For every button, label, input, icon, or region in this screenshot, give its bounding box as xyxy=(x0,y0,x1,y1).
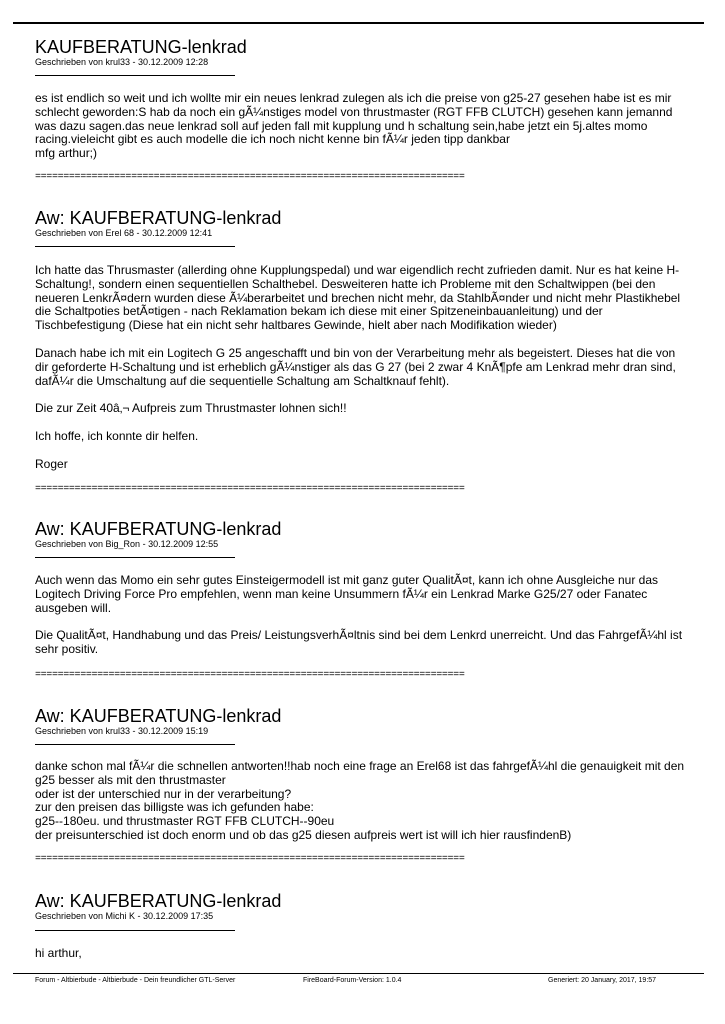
post-paragraph: Die QualitÃ¤t, Handhabung und das Preis/ LeistungsverhÃ¤ltnis sind bei dem Lenkrd unerreicht. Und das FahrgefÃ¼hl ist sehr positiv. xyxy=(35,628,683,657)
forum-post xyxy=(35,891,685,922)
post-paragraph: Danach habe ich mit ein Logitech G 25 angeschafft und bin von der Verarbeitung mehr als begeistert. Dieses hat die von dir geforderte H-Schaltung und ist erheblich gÃ¼nstiger als das G 27 (bei 2 zwar 4 KnÃ¶pfe am Lenkrad mehr dran sind, dafÃ¼r die Umschaltung auf die sequentielle Schaltung am Schaltknauf fehlt). xyxy=(35,345,676,388)
forum-post xyxy=(35,706,685,737)
post-header-rule xyxy=(35,930,235,931)
post-meta: Geschrieben von Erel 68 - 30.12.2009 12:41 xyxy=(35,228,213,238)
post-separator: ============================================================================ xyxy=(35,172,465,183)
post-title: Aw: KAUFBERATUNG-lenkrad xyxy=(35,208,282,228)
post-paragraph: Auch wenn das Momo ein sehr gutes Einsteigermodell ist mit ganz guter QualitÃ¤t, kann ich ohne Ausgleiche nur das Logitech Driving Force Pro empfehlen, wenn man keine Unsummern fÃ¼r ein Lenkrad Marke G25/27 oder Fanatec ausgeben will. xyxy=(35,573,659,615)
post-paragraph: Die zur Zeit 40â‚¬ Aufpreis zum Thrustmaster lohnen sich!! xyxy=(35,401,347,416)
post-header-rule xyxy=(35,744,235,745)
post-separator: ============================================================================ xyxy=(35,484,465,495)
post-meta: Geschrieben von Big_Ron - 30.12.2009 12:55 xyxy=(35,539,219,549)
forum-post xyxy=(35,37,685,68)
post-meta: Geschrieben von Michi K - 30.12.2009 17:35 xyxy=(35,911,214,921)
post-title: Aw: KAUFBERATUNG-lenkrad xyxy=(35,706,282,726)
post-body xyxy=(35,574,685,657)
footer-generated: Generiert: 20 January, 2017, 19:57 xyxy=(548,977,657,984)
post-paragraph: danke schon mal fÃ¼r die schnellen antworten!!hab noch eine frage an Erel68 ist das fahrgefÃ¼hl die genauigkeit mit den g25 besser als mit den thrustmaster oder ist der unterschied nur in der verarbeitung? zur den preisen das billigste was ich gefunden habe: g25--180eu. und thrustmaster RGT FFB CLUTCH--90eu der preisunterschied ist doch enorm und ob das g25 diesen aufpreis wert ist will ich hier rausfindenB) xyxy=(35,759,685,842)
post-body xyxy=(35,760,685,843)
page-top-rule xyxy=(13,22,704,24)
forum-post xyxy=(35,208,685,239)
post-paragraph: Ich hoffe, ich konnte dir helfen. xyxy=(35,429,199,444)
post-header-rule xyxy=(35,75,235,76)
post-title: KAUFBERATUNG-lenkrad xyxy=(35,37,247,57)
post-body xyxy=(35,947,685,961)
post-meta: Geschrieben von krul33 - 30.12.2009 15:19 xyxy=(35,726,209,736)
post-separator: ============================================================================ xyxy=(35,854,465,865)
post-separator: ============================================================================ xyxy=(35,670,465,681)
post-header-rule xyxy=(35,246,235,247)
post-title: Aw: KAUFBERATUNG-lenkrad xyxy=(35,891,282,911)
post-paragraph: Ich hatte das Thrusmaster (allerding ohne Kupplungspedal) und war eigendlich recht zufrieden damit. Nur es hat keine H-Schaltung!, sondern einen sequentiellen Schalthebel. Desweiteren hatte ich Probleme mit den Schaltwippen (bei den neueren LenkrÃ¤dern wurden diese Ã¼berarbeitet und brechen nicht mehr, da StahlbÃ¤nder und nicht mehr Plastikhebel die Schaltpoties betÃ¤tigen - nach Reklamation bekam ich diese mit einer Spitzeneinbauanleitung) und der Tischbefestigung (Diese hat ein nicht sehr haltbares Gewinde, hielt aber nach Modifikation wieder) xyxy=(35,263,681,333)
forum-post xyxy=(35,519,685,550)
footer-rule xyxy=(13,973,704,974)
post-body xyxy=(35,92,685,161)
footer-site-name: Forum - Altbierbude - Altbierbude - Dein freundlicher GTL-Server xyxy=(35,977,236,984)
post-title: Aw: KAUFBERATUNG-lenkrad xyxy=(35,519,282,539)
post-paragraph: hi arthur, xyxy=(35,946,82,960)
post-body xyxy=(35,264,685,472)
footer-version: FireBoard-Forum-Version: 1.0.4 xyxy=(303,977,402,984)
post-meta: Geschrieben von krul33 - 30.12.2009 12:28 xyxy=(35,57,209,67)
post-header-rule xyxy=(35,557,235,558)
post-paragraph: Roger xyxy=(35,456,68,471)
post-paragraph: es ist endlich so weit und ich wollte mir ein neues lenkrad zulegen als ich die preise von g25-27 gesehen habe ist es mir schlecht geworden:S hab da noch ein gÃ¼nstiges model von thrustmaster (RGT FFB CLUTCH) gesehen kann jemannd was dazu sagen.das neue lenkrad soll auf jeden fall mit kupplung und h schaltung sein,habe jetzt ein 5j.altes momo racing.vieleicht gibt es auch modelle die ich noch nicht kenne bin fÃ¼r jeden tipp dankbar mfg arthur;) xyxy=(35,91,673,161)
